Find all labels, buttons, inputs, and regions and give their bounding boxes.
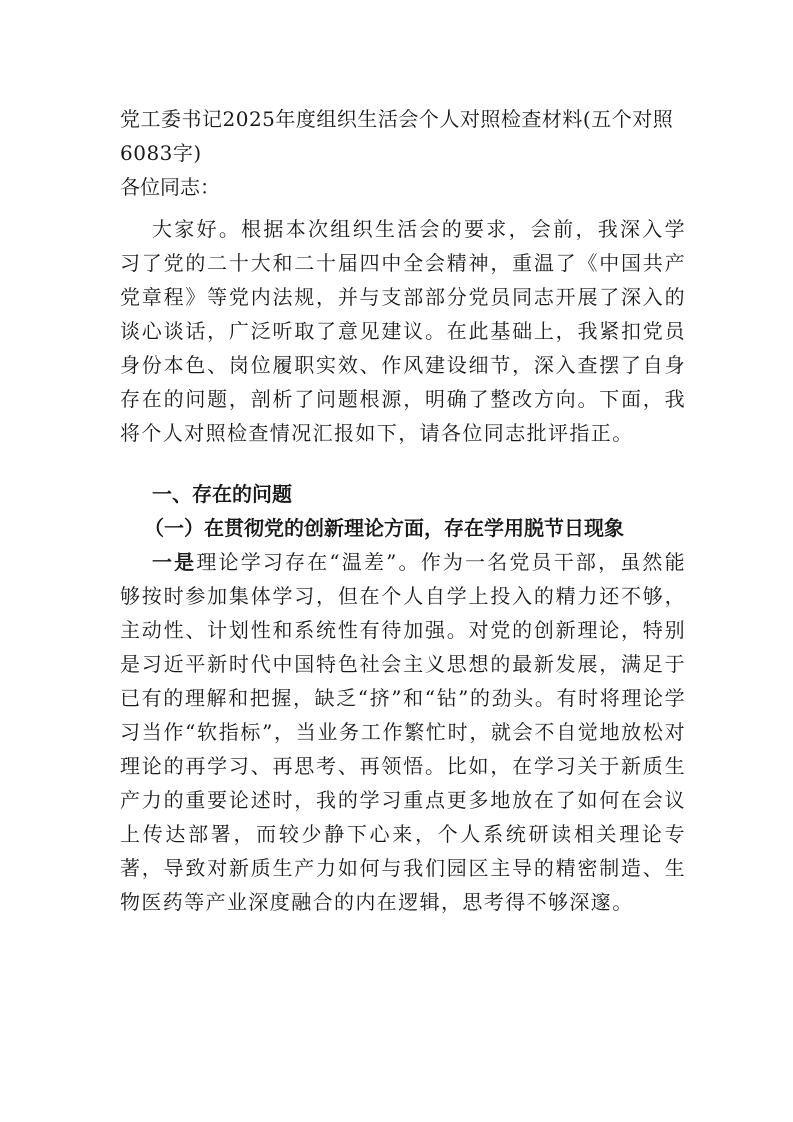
intro-paragraph: 大家好。根据本次组织生活会的要求，会前，我深入学习了党的二十大和二十届四中全会精神，重温了《中国共产党章程》等党内法规，并与支部部分党员同志开展了深入的谈心谈话，广泛听取了意见建议。在此基础上，我紧扣党员身份本色、岗位履职实效、作风建设细节，深入查摆了自身存在的问题，剖析了问题根源，明确了整改方向。下面，我将个人对照检查情况汇报如下，请各位同志批评指正。 [120, 217, 686, 445]
subsection-heading: （一）在贯彻党的创新理论方面，存在学用脱节日现象 [144, 516, 624, 540]
point-one-lead: 一是 [152, 550, 197, 574]
point-one-paragraph [120, 545, 686, 919]
document-title: 党工委书记2025年度组织生活会个人对照检查材料(五个对照 6083字) [120, 107, 694, 165]
section-heading: 一、存在的问题 [152, 482, 292, 506]
point-one-text: 理论学习存在“温差”。作为一名党员干部，虽然能够按时参加集体学习，但在个人自学上投入的精力还不够，主动性、计划性和系统性有待加强。对党的创新理论，特别是习近平新时代中国特色社会主义思想的最新发展，满足于已有的理解和把握，缺乏“挤”和“钻”的劲头。有时将理论学习当作“软指标”，当业务工作繁忙时，就会不自觉地放松对理论的再学习、再思考、再领悟。比如，在学习关于新质生产力的重要论述时，我的学习重点更多地放在了如何在会议上传达部署，而较少静下心来，个人系统研读相关理论专著，导致对新质生产力如何与我们园区主导的精密制造、生物医药等产业深度融合的内在逻辑，思考得不够深邃。 [120, 550, 686, 914]
salutation: 各位同志： [120, 175, 220, 199]
